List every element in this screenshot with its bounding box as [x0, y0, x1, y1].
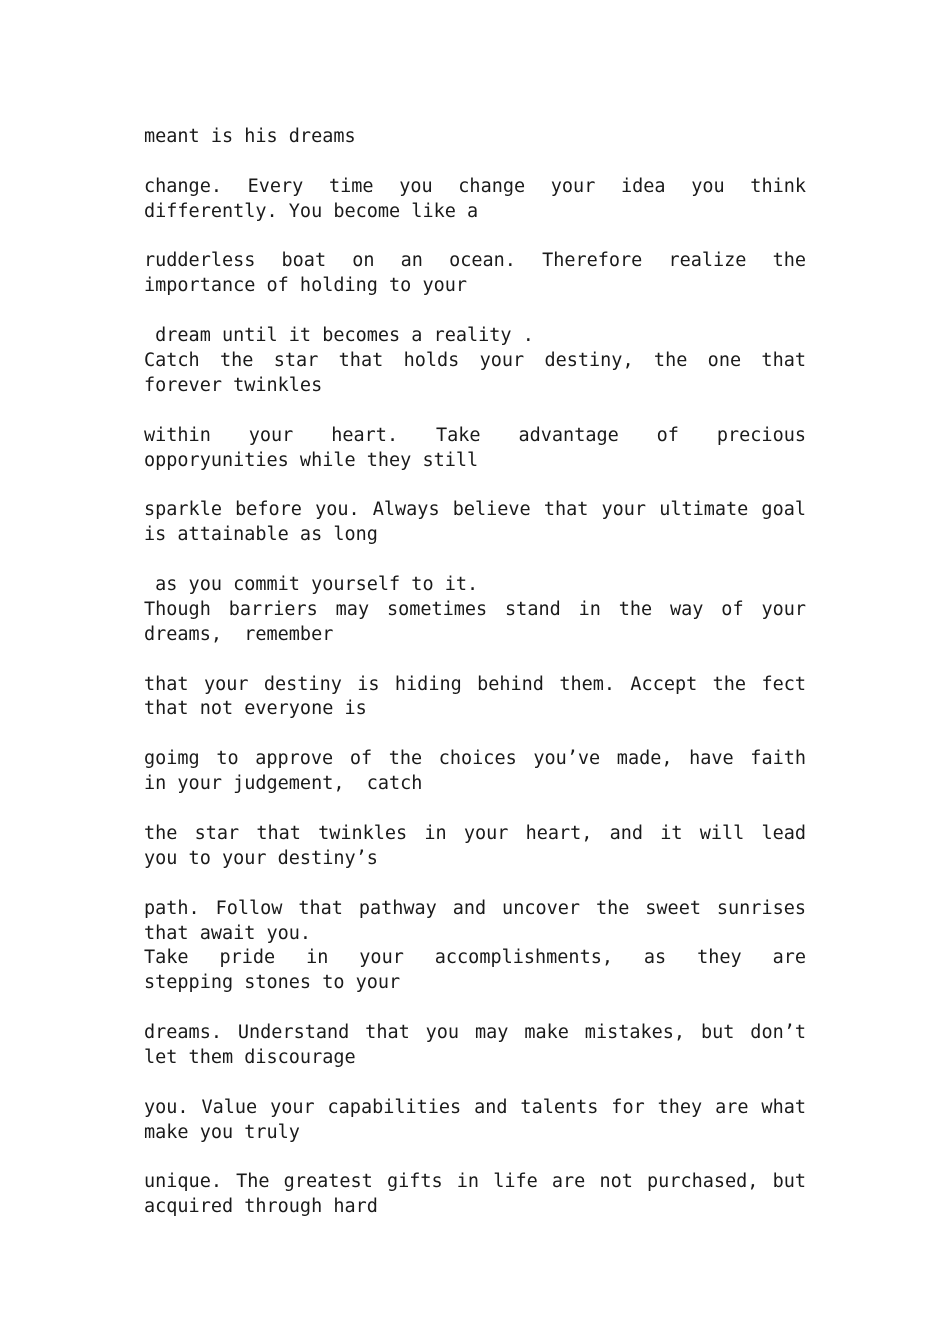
text-line: you to your destiny’s: [144, 847, 378, 869]
blank-line: [144, 548, 806, 573]
text-line: unique. The greatest gifts in life are not purchased, but: [144, 1171, 806, 1193]
text-line: within your heart. Take advantage of precious: [144, 424, 806, 446]
text-line: that your destiny is hiding behind them. Accept the fect: [144, 673, 806, 695]
text-line: importance of holding to your: [144, 275, 468, 297]
blank-line: [144, 1146, 806, 1171]
blank-line: [144, 872, 806, 897]
text-line: change. Every time you change your idea you think: [144, 175, 806, 197]
text-line: dream until it becomes a reality .: [144, 325, 534, 347]
blank-line: [144, 299, 806, 324]
blank-line: [144, 996, 806, 1021]
blank-line: [144, 722, 806, 747]
text-line: the star that twinkles in your heart, and it will lead: [144, 822, 806, 844]
text-line: you. Value your capabilities and talents for they are what: [144, 1096, 806, 1118]
text-line: rudderless boat on an ocean. Therefore realize the: [144, 250, 806, 272]
text-line: opporyunities while they still: [144, 449, 479, 471]
blank-line: [144, 225, 806, 250]
text-line: stepping stones to your: [144, 972, 401, 994]
text-line: is attainable as long: [144, 524, 378, 546]
text-line: differently. You become like a: [144, 200, 479, 222]
text-line: meant is his dreams: [144, 126, 356, 147]
text-line: path. Follow that pathway and uncover the sweet sunrises: [144, 897, 806, 919]
text-line: acquired through hard: [144, 1196, 378, 1218]
text-line: sparkle before you. Always believe that your ultimate goal: [144, 499, 806, 521]
text-line: in your judgement, catch: [144, 773, 423, 795]
text-line: as you commit yourself to it.: [144, 574, 479, 596]
text-line: dreams. Understand that you may make mistakes, but don’t: [144, 1022, 806, 1044]
blank-line: [144, 648, 806, 673]
blank-line: [144, 473, 806, 498]
text-line: Though barriers may sometimes stand in the way of your: [144, 598, 806, 620]
blank-line: [144, 150, 806, 175]
text-line: goimg to approve of the choices you’ve made, have faith: [144, 748, 806, 770]
text-line: let them discourage: [144, 1046, 356, 1068]
text-line: that not everyone is: [144, 698, 367, 720]
text-line: Catch the star that holds your destiny, the one that: [144, 350, 806, 372]
text-line: make you truly: [144, 1121, 300, 1143]
blank-line: [144, 399, 806, 424]
text-line: Take pride in your accomplishments, as they are: [144, 947, 806, 969]
text-line: dreams, remember: [144, 623, 334, 645]
blank-line: [144, 1071, 806, 1096]
blank-line: [144, 797, 806, 822]
text-line: that await you.: [144, 922, 312, 944]
document-body: [144, 125, 806, 1220]
text-line: forever twinkles: [144, 374, 323, 396]
